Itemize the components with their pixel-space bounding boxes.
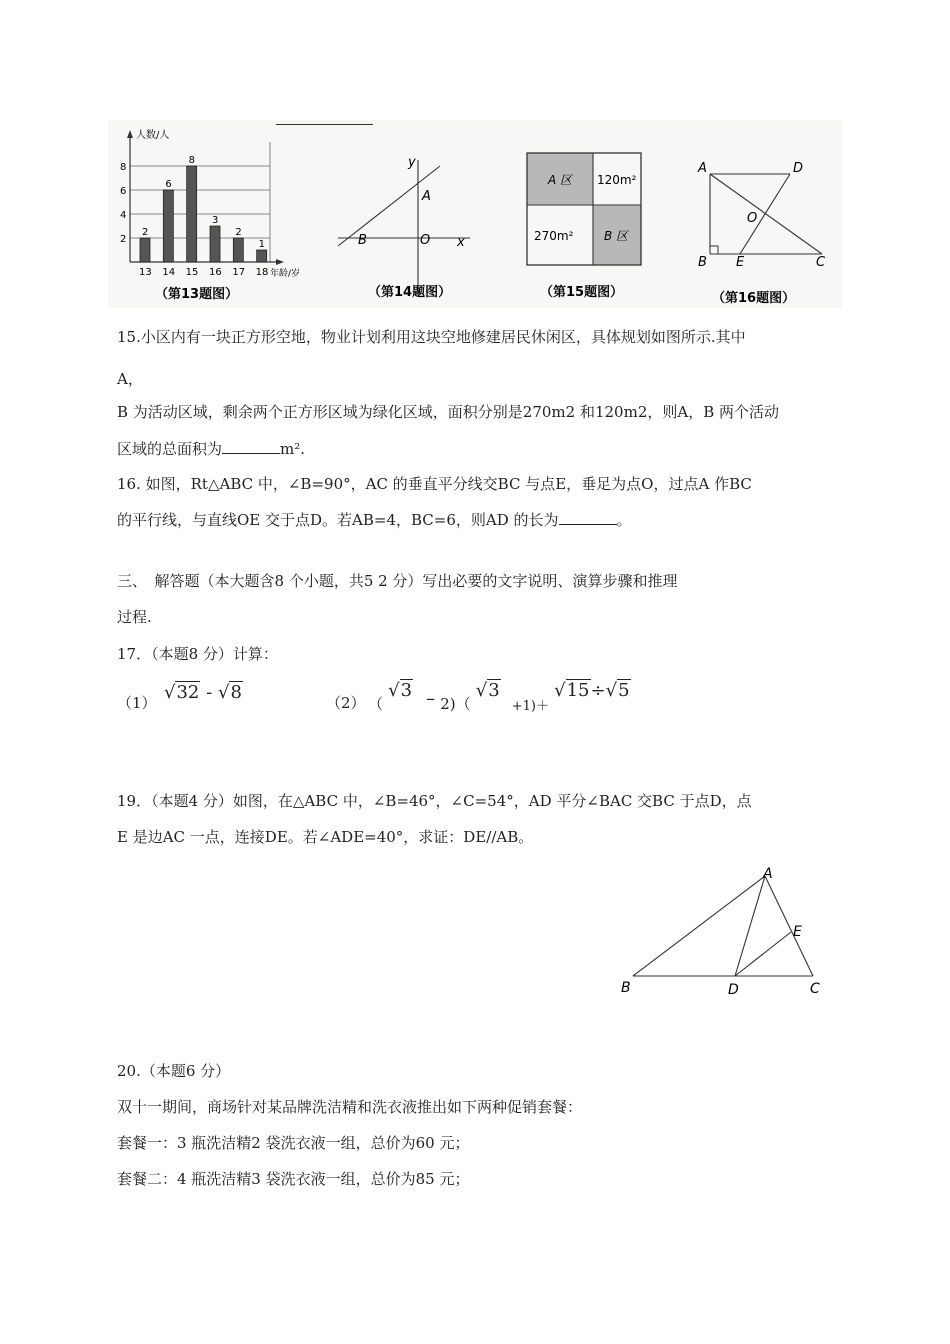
fig13-ytick-label: 2: [120, 234, 127, 245]
fig13-y-arrow-icon: [127, 130, 133, 138]
section3-line2: 过程.: [117, 608, 152, 626]
fig13-xtick-label: 14: [162, 267, 176, 278]
q17-part1-label: （1）: [117, 694, 157, 712]
sqrt-icon: √: [217, 682, 230, 703]
q17-p1-radicand-b: 8: [230, 682, 242, 703]
fig13-xtick-label: 15: [185, 267, 199, 278]
fig13-bars: [139, 155, 268, 278]
q19-label-D: D: [728, 982, 739, 998]
fig13-ylabel: 人数/人: [136, 130, 170, 141]
fig13-bar-value-label: 8: [188, 155, 196, 166]
fig15-caption: （第15题图）: [540, 285, 624, 300]
q17-p2-mid: 2)（: [440, 695, 471, 713]
q16-answer-blank[interactable]: [559, 510, 617, 525]
fig13-bar-value-label: 3: [212, 215, 219, 226]
q15-line3: B 为活动区域，剩余两个正方形区域为绿化区域，面积分别是270m2 和120m2，则A，B 两个活动: [117, 403, 779, 421]
fig16-label-B: B: [698, 255, 707, 270]
fig14-line-graph: [330, 150, 480, 310]
fig15-cell-a: A 区: [548, 173, 573, 187]
q17-p2-r3b: 3: [488, 680, 500, 701]
q20-line1: 双十一期间，商场针对某品牌洗洁精和洗衣液推出如下两种促销套餐：: [117, 1098, 583, 1116]
q19-line2: E 是边AC 一点，连接DE。若∠ADE=40°，求证：DE//AB。: [117, 828, 534, 846]
q20-title: 20.（本题6 分）: [117, 1062, 231, 1080]
fig15-cell-bottom-left: 270m²: [534, 229, 574, 243]
q17-part1-expr: [164, 682, 243, 703]
fig15-cell-b: B 区: [604, 229, 629, 243]
fig13-bar-chart: [110, 124, 320, 310]
fig13-ytick-label: 4: [120, 210, 127, 221]
q17-p2-r3a: 3: [400, 680, 413, 701]
fig13-caption: （第13题图）: [155, 287, 239, 302]
fig14-label-O: O: [420, 233, 431, 248]
fig16-label-A: A: [698, 161, 707, 176]
q19-label-C: C: [810, 981, 820, 997]
q19-line1: 19．（本题4 分）如图，在△ABC 中，∠B=46°，∠C=54°，AD 平分∠BAC 交BC 于点D，点: [117, 792, 752, 810]
q19-triangle-figure: [615, 862, 835, 1002]
fig13-x-arrow-icon: [276, 259, 284, 265]
fig14-label-y: y: [408, 155, 416, 170]
fig13-ytick-label: 8: [120, 162, 127, 173]
sqrt-icon: √: [475, 680, 488, 701]
q19-label-B: B: [621, 980, 631, 996]
fig16-label-O: O: [747, 211, 758, 226]
q20-line2: 套餐一：3 瓶洗洁精2 袋洗衣液一组，总价为60 元；: [117, 1134, 470, 1152]
fig14-label-x: x: [457, 235, 465, 250]
q15-line4: [117, 439, 305, 459]
q17-p2-r15: 15: [566, 680, 590, 701]
q17-title: 17．（本题8 分）计算：: [117, 645, 278, 663]
fig13-bar: [210, 226, 220, 262]
q15-line2: A，: [117, 370, 143, 388]
fig16-label-E: E: [736, 255, 745, 270]
q19-label-A: A: [763, 866, 773, 882]
fig13-xlabel: 年龄/岁: [270, 269, 301, 279]
q17-part2-label: （2）: [326, 694, 366, 712]
q17-p1-op: -: [206, 682, 213, 703]
q16-end: 。: [616, 511, 632, 529]
q17-p1-radicand-a: 32: [176, 682, 200, 703]
fig13-xtick-label: 18: [255, 267, 269, 278]
fig14-label-A: A: [422, 189, 431, 204]
fig16-caption: （第16题图）: [712, 291, 796, 306]
fig13-bar-value-label: 2: [235, 227, 242, 238]
fig13-xtick-label: 13: [139, 267, 152, 278]
q20-line3: 套餐二：4 瓶洗洁精3 袋洗衣液一组，总价为85 元；: [117, 1170, 470, 1188]
fig15-plan: [520, 146, 650, 310]
q17-p2-minus: –: [426, 688, 436, 709]
fig16-label-D: D: [793, 161, 804, 176]
fig13-ytick-label: 6: [120, 186, 127, 197]
fig13-bar-value-label: 6: [165, 179, 172, 190]
fig13-xtick-label: 17: [232, 267, 246, 278]
fig13-xtick-label: 16: [209, 267, 222, 278]
fig13-bar-value-label: 2: [142, 227, 149, 238]
fig14-caption: （第14题图）: [368, 285, 452, 300]
q15-line4-text: 区域的总面积为: [117, 440, 223, 458]
q17-p2-div: ÷: [590, 680, 606, 701]
fig15-cell-top-right: 120m²: [597, 173, 637, 187]
sqrt-icon: √: [388, 680, 400, 701]
fig13-bar: [187, 166, 197, 262]
q17-p2-open: （: [368, 695, 384, 713]
q17-p2-plus: +1)＋: [511, 699, 550, 714]
section3-line1: 三、 解答题（本大题含8 个小题，共5 2 分）写出必要的文字说明、演算步骤和推理: [117, 572, 678, 590]
q15-line1: 15.小区内有一块正方形空地，物业计划利用这块空地修建居民休闲区，具体规划如图所示.其中: [117, 328, 746, 346]
q17-part2-expr: [368, 680, 631, 714]
sqrt-icon: √: [605, 680, 618, 701]
q16-line2: [117, 510, 632, 530]
fig13-bar-value-label: 1: [258, 239, 266, 250]
q16-line1: 16. 如图，Rt△ABC 中，∠B=90°，AC 的垂直平分线交BC 与点E，垂足为点O，过点A 作BC: [117, 475, 752, 493]
q17-p2-r5: 5: [618, 680, 630, 701]
fig13-bar: [233, 238, 243, 262]
q15-unit: m².: [280, 440, 306, 458]
fig13-bar: [140, 238, 150, 262]
fig16-label-C: C: [816, 255, 826, 270]
q16-line2-text: 的平行线，与直线OE 交于点D。若AB=4，BC=6，则AD 的长为: [117, 511, 559, 529]
q15-answer-blank[interactable]: [222, 439, 280, 454]
fig16-geometry: [690, 156, 840, 310]
fig13-bar: [257, 250, 267, 262]
fig13-bar: [163, 190, 173, 262]
sqrt-icon: √: [164, 682, 176, 703]
sqrt-icon: √: [554, 680, 566, 701]
fig14-label-B: B: [358, 233, 367, 248]
q19-label-E: E: [793, 924, 802, 940]
